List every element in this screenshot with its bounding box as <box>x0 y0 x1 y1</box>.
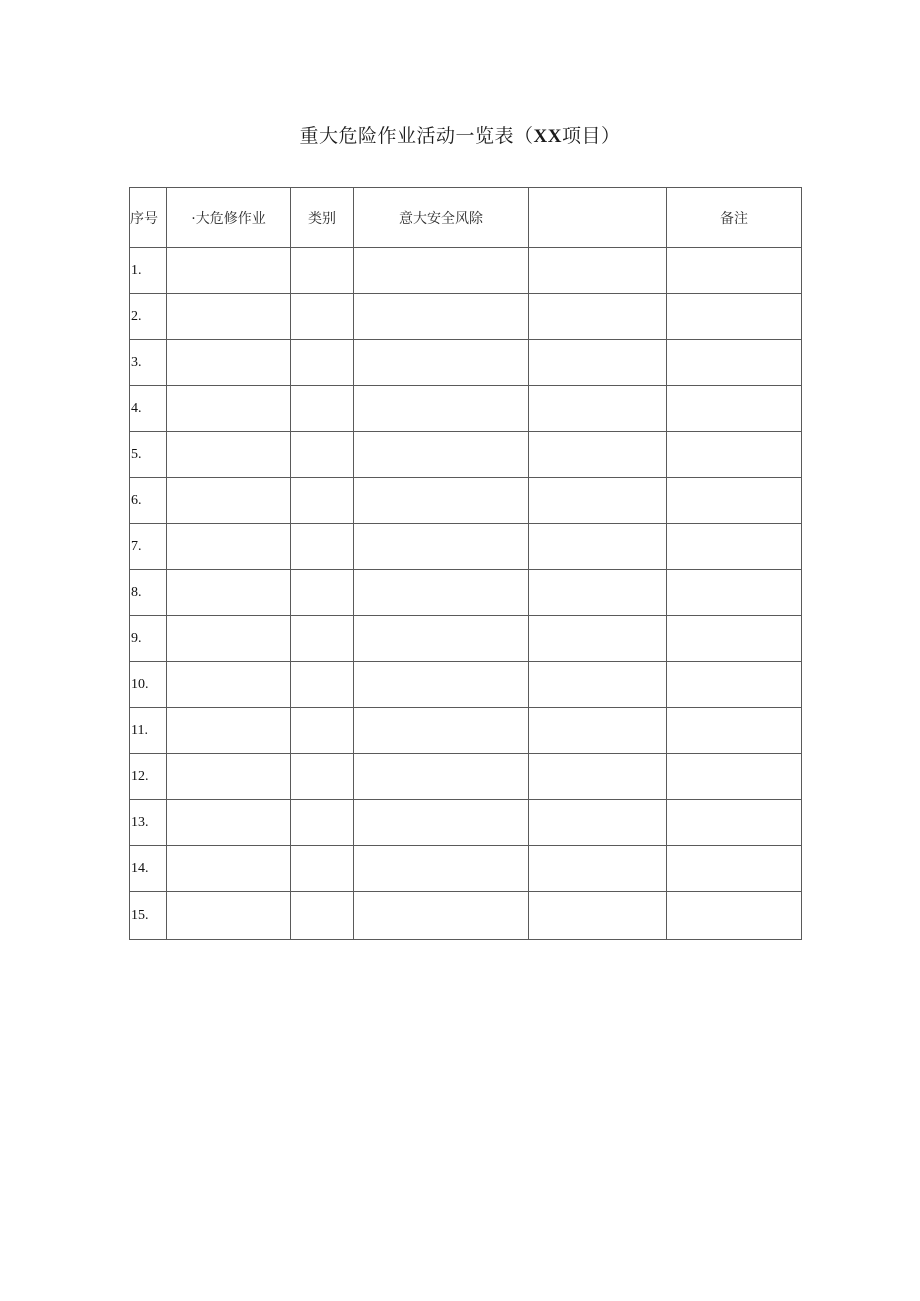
row-operation-cell[interactable] <box>167 432 291 478</box>
row-remarks-cell[interactable] <box>667 524 802 570</box>
row-remarks-cell[interactable] <box>667 248 802 294</box>
row-operation-cell[interactable] <box>167 754 291 800</box>
row-remarks-cell[interactable] <box>667 708 802 754</box>
header-blank <box>529 188 667 248</box>
row-remarks-cell[interactable] <box>667 616 802 662</box>
row-category-cell[interactable] <box>291 432 354 478</box>
row-blank-cell[interactable] <box>529 386 667 432</box>
row-risk-cell[interactable] <box>354 846 529 892</box>
row-seq-cell: 1. <box>130 248 167 294</box>
row-blank-cell[interactable] <box>529 524 667 570</box>
table-row <box>130 754 802 800</box>
title-project-code: XX <box>533 126 562 147</box>
table-row <box>130 616 802 662</box>
row-operation-cell[interactable] <box>167 340 291 386</box>
row-category-cell[interactable] <box>291 708 354 754</box>
row-category-cell[interactable] <box>291 754 354 800</box>
row-seq-cell: 9. <box>130 616 167 662</box>
row-operation-cell[interactable] <box>167 892 291 940</box>
row-remarks-cell[interactable] <box>667 800 802 846</box>
row-risk-cell[interactable] <box>354 478 529 524</box>
row-seq-cell: 2. <box>130 294 167 340</box>
row-blank-cell[interactable] <box>529 340 667 386</box>
row-category-cell[interactable] <box>291 340 354 386</box>
row-seq-cell: 7. <box>130 524 167 570</box>
row-blank-cell[interactable] <box>529 432 667 478</box>
table-body <box>130 248 802 940</box>
row-remarks-cell[interactable] <box>667 340 802 386</box>
header-remarks: 备注 <box>667 188 802 248</box>
header-operation: ·大危修作业 <box>167 188 291 248</box>
row-operation-cell[interactable] <box>167 294 291 340</box>
table-row <box>130 248 802 294</box>
row-blank-cell[interactable] <box>529 662 667 708</box>
row-risk-cell[interactable] <box>354 616 529 662</box>
table-row <box>130 708 802 754</box>
row-category-cell[interactable] <box>291 616 354 662</box>
row-operation-cell[interactable] <box>167 662 291 708</box>
row-category-cell[interactable] <box>291 800 354 846</box>
table-header-row <box>130 188 802 248</box>
table-row <box>130 432 802 478</box>
table-row <box>130 340 802 386</box>
row-risk-cell[interactable] <box>354 524 529 570</box>
row-seq-cell: 5. <box>130 432 167 478</box>
row-remarks-cell[interactable] <box>667 846 802 892</box>
row-operation-cell[interactable] <box>167 800 291 846</box>
row-risk-cell[interactable] <box>354 708 529 754</box>
table-row <box>130 524 802 570</box>
row-risk-cell[interactable] <box>354 248 529 294</box>
row-seq-cell: 6. <box>130 478 167 524</box>
row-remarks-cell[interactable] <box>667 432 802 478</box>
row-risk-cell[interactable] <box>354 570 529 616</box>
row-blank-cell[interactable] <box>529 708 667 754</box>
row-remarks-cell[interactable] <box>667 570 802 616</box>
row-remarks-cell[interactable] <box>667 754 802 800</box>
title-prefix: 重大危险作业活动一览表（ <box>299 125 534 147</box>
row-operation-cell[interactable] <box>167 846 291 892</box>
row-blank-cell[interactable] <box>529 248 667 294</box>
row-operation-cell[interactable] <box>167 248 291 294</box>
row-category-cell[interactable] <box>291 386 354 432</box>
row-risk-cell[interactable] <box>354 892 529 940</box>
row-risk-cell[interactable] <box>354 662 529 708</box>
row-category-cell[interactable] <box>291 846 354 892</box>
header-risk: 意大安全风除 <box>354 188 529 248</box>
table-row <box>130 386 802 432</box>
row-risk-cell[interactable] <box>354 340 529 386</box>
row-risk-cell[interactable] <box>354 386 529 432</box>
row-risk-cell[interactable] <box>354 294 529 340</box>
row-operation-cell[interactable] <box>167 616 291 662</box>
row-seq-cell: 14. <box>130 846 167 892</box>
page-title <box>0 121 920 148</box>
row-seq-cell: 3. <box>130 340 167 386</box>
row-blank-cell[interactable] <box>529 294 667 340</box>
row-seq-cell: 11. <box>130 708 167 754</box>
header-category: 类别 <box>291 188 354 248</box>
row-operation-cell[interactable] <box>167 708 291 754</box>
row-category-cell[interactable] <box>291 248 354 294</box>
table-row <box>130 478 802 524</box>
row-operation-cell[interactable] <box>167 478 291 524</box>
row-operation-cell[interactable] <box>167 386 291 432</box>
row-remarks-cell[interactable] <box>667 478 802 524</box>
row-blank-cell[interactable] <box>529 754 667 800</box>
row-operation-cell[interactable] <box>167 570 291 616</box>
row-seq-cell: 4. <box>130 386 167 432</box>
row-remarks-cell[interactable] <box>667 386 802 432</box>
row-operation-cell[interactable] <box>167 524 291 570</box>
row-category-cell[interactable] <box>291 478 354 524</box>
row-blank-cell[interactable] <box>529 570 667 616</box>
table-row <box>130 662 802 708</box>
row-risk-cell[interactable] <box>354 800 529 846</box>
row-category-cell[interactable] <box>291 892 354 940</box>
risk-activity-table <box>129 187 802 940</box>
row-seq-cell: 12. <box>130 754 167 800</box>
row-seq-cell: 15. <box>130 892 167 940</box>
row-remarks-cell[interactable] <box>667 294 802 340</box>
row-blank-cell[interactable] <box>529 892 667 940</box>
table-row <box>130 570 802 616</box>
row-category-cell[interactable] <box>291 662 354 708</box>
row-blank-cell[interactable] <box>529 616 667 662</box>
row-seq-cell: 8. <box>130 570 167 616</box>
table-row <box>130 892 802 940</box>
table-row <box>130 800 802 846</box>
row-category-cell[interactable] <box>291 294 354 340</box>
header-seq: 序号 <box>130 188 167 248</box>
row-seq-cell: 10. <box>130 662 167 708</box>
row-category-cell[interactable] <box>291 524 354 570</box>
row-category-cell[interactable] <box>291 570 354 616</box>
row-blank-cell[interactable] <box>529 478 667 524</box>
row-risk-cell[interactable] <box>354 432 529 478</box>
row-blank-cell[interactable] <box>529 846 667 892</box>
row-blank-cell[interactable] <box>529 800 667 846</box>
row-seq-cell: 13. <box>130 800 167 846</box>
row-remarks-cell[interactable] <box>667 662 802 708</box>
title-suffix: 项目） <box>561 125 621 147</box>
table-row <box>130 294 802 340</box>
row-risk-cell[interactable] <box>354 754 529 800</box>
row-remarks-cell[interactable] <box>667 892 802 940</box>
table-row <box>130 846 802 892</box>
